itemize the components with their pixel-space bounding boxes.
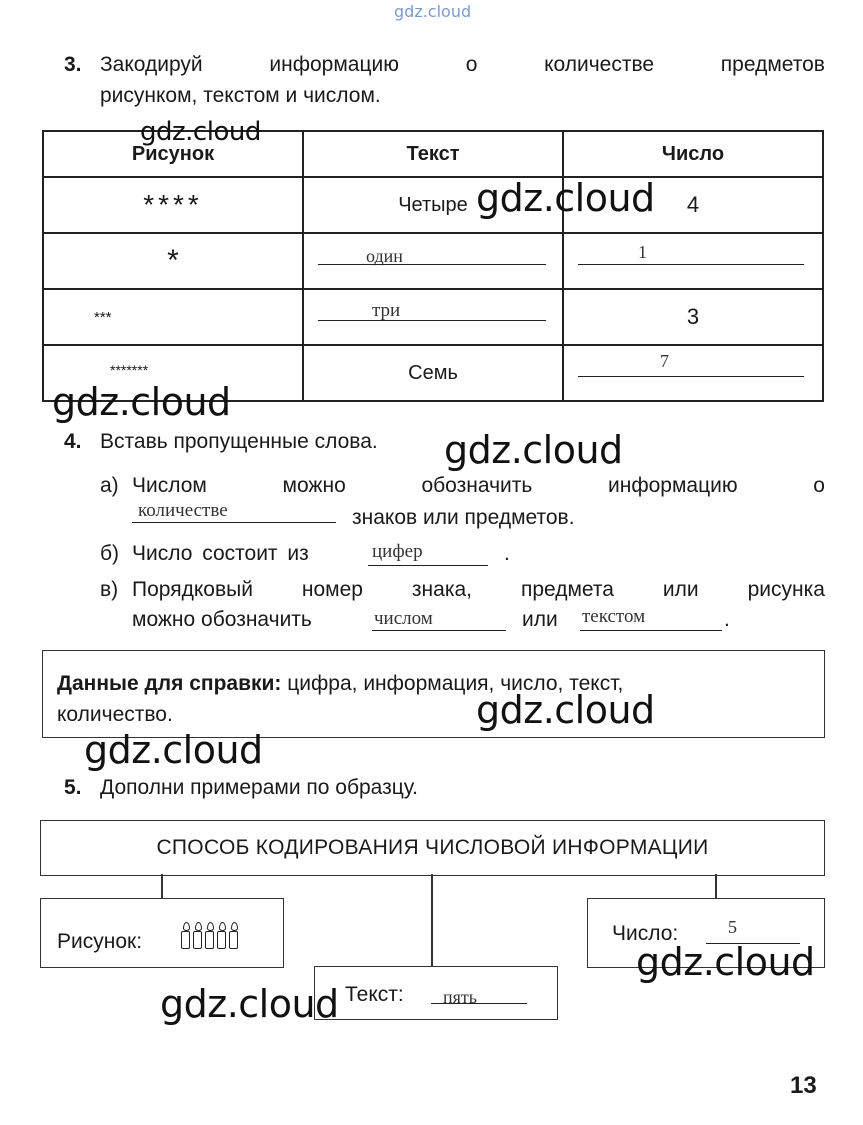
text-label: Текст: <box>345 983 404 1006</box>
task4-c-end: . <box>724 608 730 631</box>
number-answer: 5 <box>728 917 737 937</box>
task4-c-text: можно обозначить <box>132 608 312 631</box>
watermark: gdz.cloud <box>84 728 263 772</box>
row3-picture: *** <box>43 289 303 345</box>
task4-b-text: Число состоит из <box>132 542 309 565</box>
task4-c-answer2: текстом <box>582 606 646 627</box>
text-box <box>314 966 558 1020</box>
row2-text: один <box>366 246 403 266</box>
encoding-table <box>42 130 824 402</box>
row2-picture: * <box>43 233 303 289</box>
task4-b-answer: цифер <box>372 541 423 562</box>
task4-word: знака, <box>411 578 472 601</box>
task4-word: информацию <box>608 474 738 497</box>
number-label: Число: <box>612 922 679 945</box>
task4-b-end: . <box>504 542 510 565</box>
task4-word: можно <box>282 474 346 497</box>
task4-word: рисунка <box>747 578 825 601</box>
task4-c-answer1: числом <box>374 608 433 629</box>
task4-word: обозначить <box>421 474 533 497</box>
task4-word: предмета <box>520 578 614 601</box>
task4-c-line1 <box>132 578 825 602</box>
row4-number: 7 <box>660 351 669 371</box>
candle-icon <box>229 931 238 949</box>
task4-a-answer: количестве <box>138 500 228 521</box>
task4-a-line1 <box>132 474 825 498</box>
text-answer: пять <box>443 987 477 1007</box>
watermark: gdz.cloud <box>476 688 655 732</box>
candle-icon <box>217 931 226 949</box>
picture-label: Рисунок: <box>57 930 143 953</box>
row4-text: Семь <box>303 345 563 401</box>
task4-title: Вставь пропущенные слова. <box>100 430 378 453</box>
row2-text-cell <box>303 233 563 289</box>
watermark: gdz.cloud <box>160 982 339 1026</box>
task4-number: 4. <box>64 430 82 453</box>
header-picture: Рисунок <box>43 131 303 177</box>
task3-word: предметов <box>720 53 825 76</box>
row3-number: 3 <box>563 289 823 345</box>
task3-word: информацию <box>269 53 399 76</box>
header-number: Число <box>563 131 823 177</box>
task4-a-label: а) <box>100 474 119 497</box>
task3-line2: рисунком, текстом и числом. <box>100 84 381 107</box>
watermark: gdz.cloud <box>444 428 623 472</box>
task3-word: о <box>465 53 478 76</box>
task4-c-or: или <box>522 608 558 631</box>
row1-number: 4 <box>563 177 823 233</box>
task4-c-label: в) <box>100 578 119 601</box>
task4-a-rest: знаков или предметов. <box>352 506 575 529</box>
task3-word: Закодируй <box>100 53 203 76</box>
watermark: gdz.cloud <box>476 176 655 220</box>
reference-text1: цифра, информация, число, текст, <box>287 672 624 695</box>
task4-word: номер <box>301 578 363 601</box>
top-watermark: gdz.cloud <box>394 2 472 21</box>
encoding-header-box <box>40 820 825 876</box>
row3-text: три <box>372 300 401 321</box>
task3-line1 <box>100 53 825 77</box>
task4-b-label: б) <box>100 542 120 565</box>
row4-number-cell <box>563 345 823 401</box>
reference-text2: количество. <box>57 703 173 726</box>
watermark: gdz.cloud <box>140 117 261 147</box>
task4-word: Числом <box>132 474 207 497</box>
candle-icon <box>193 931 202 949</box>
row1-picture: **** <box>43 177 303 233</box>
candles <box>181 931 241 954</box>
task5-number: 5. <box>64 776 82 799</box>
encoding-header: СПОСОБ КОДИРОВАНИЯ ЧИСЛОВОЙ ИНФОРМАЦИИ <box>156 836 709 859</box>
picture-box <box>40 898 284 968</box>
task4-word: Порядковый <box>132 578 253 601</box>
row2-number-cell <box>563 233 823 289</box>
row2-number: 1 <box>638 242 647 262</box>
task5-title: Дополни примерами по образцу. <box>100 776 419 799</box>
row3-text-cell <box>303 289 563 345</box>
reference-label: Данные для справки: <box>57 672 282 695</box>
page-number: 13 <box>790 1072 817 1099</box>
task4-word: или <box>662 578 699 601</box>
task3-word: количестве <box>544 53 655 76</box>
candle-icon <box>205 931 214 949</box>
reference-box <box>42 650 825 738</box>
watermark: gdz.cloud <box>636 940 815 984</box>
candle-icon <box>181 931 190 949</box>
task4-word: о <box>813 474 825 497</box>
header-text: Текст <box>303 131 563 177</box>
watermark: gdz.cloud <box>52 380 231 424</box>
task3-number: 3. <box>64 53 82 76</box>
row1-text: Четыре <box>303 177 563 233</box>
row4-picture: ******* <box>43 345 303 401</box>
